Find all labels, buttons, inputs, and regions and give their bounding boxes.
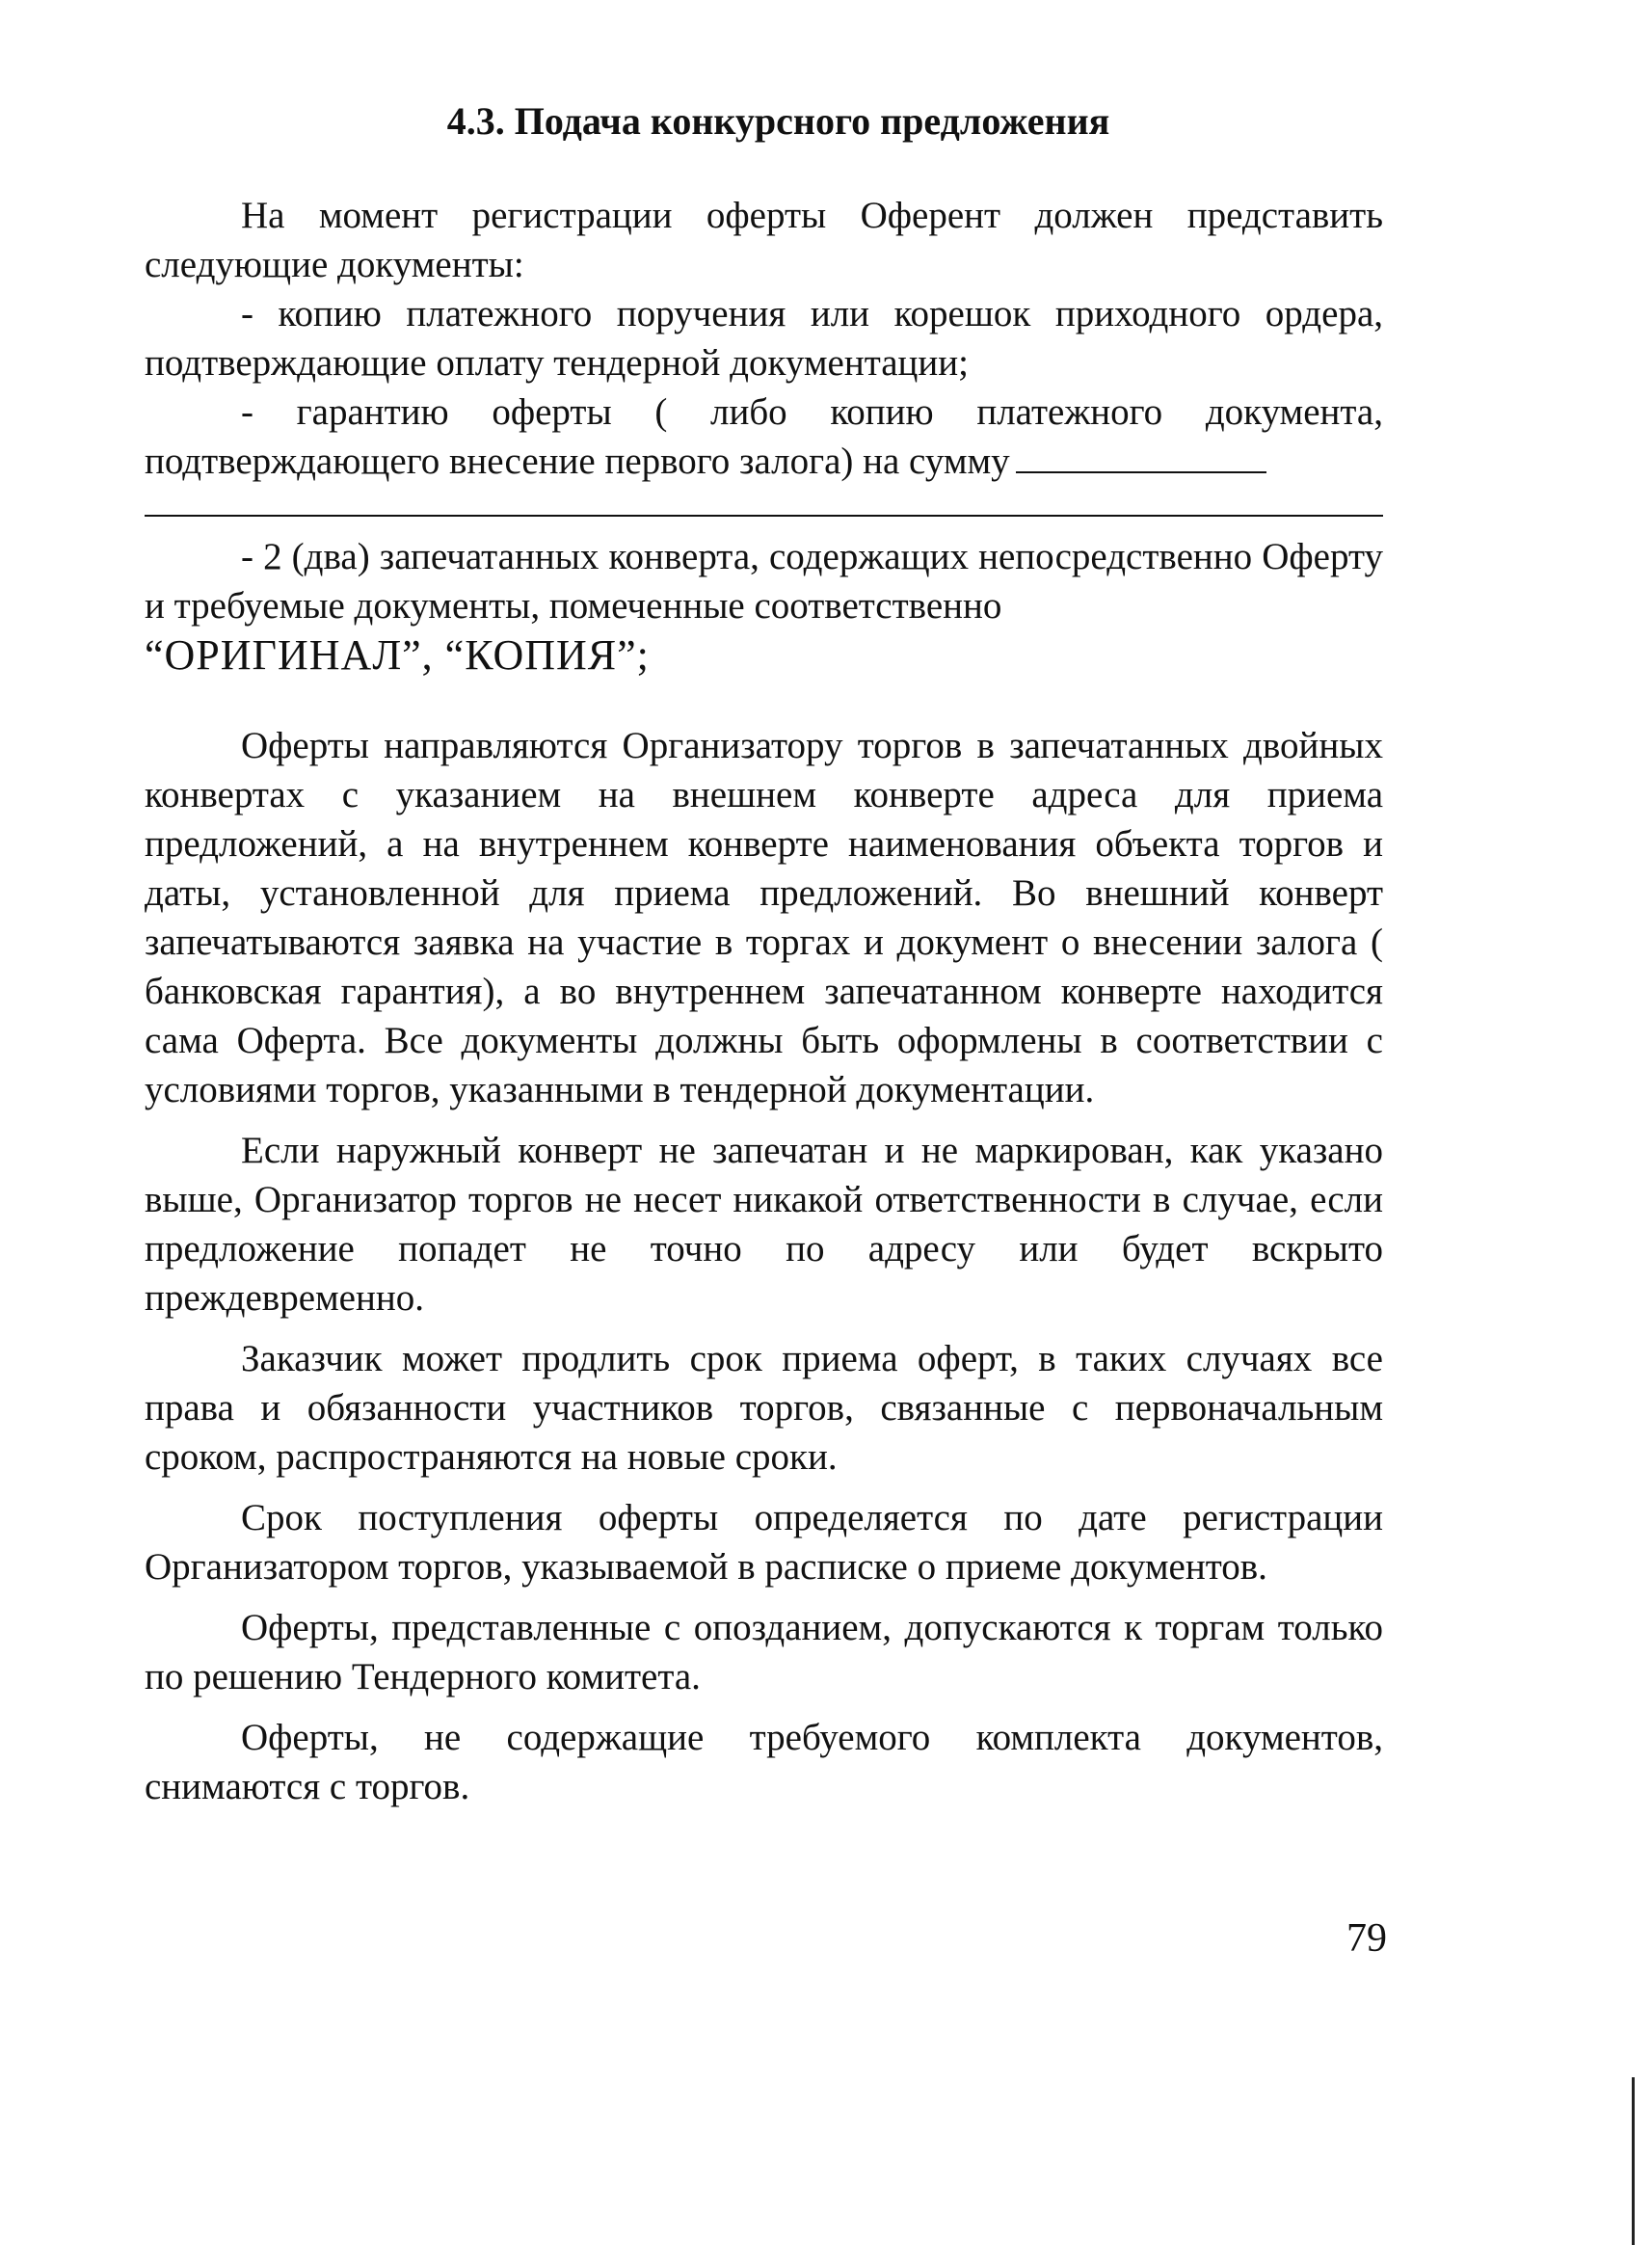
page-number: 79 [1346, 1916, 1387, 1961]
list-item-guarantee-text: - гарантию оферты ( либо копию платежного документа, подтверждающего внесение первого залога) на сумму [145, 391, 1383, 482]
scan-edge-mark [1632, 2077, 1635, 2245]
spacer [145, 681, 1383, 721]
paragraph-extension: Заказчик может продлить срок приема оферт, в таких случаях все права и обязанности участников торгов, связанные с первоначальным сроком, распространяются на новые сроки. [145, 1338, 1383, 1478]
paragraph-liability: Если наружный конверт не запечатан и не маркирован, как указано выше, Организатор торгов не несет никакой ответственности в случае, если предложение попадет не точно по адресу или будет вскрыто преждевременно. [145, 1130, 1383, 1319]
document-page [145, 96, 1383, 1823]
section-heading: 4.3. Подача конкурсного предложения [446, 99, 1110, 143]
list-item-payment-order: - копию платежного поручения или корешок приходного ордера, подтверждающие оплату тендерной документации; [145, 293, 1383, 384]
list-item-envelopes: - 2 (два) запечатанных конверта, содержащих непосредственно Оферту и требуемые документы, помеченные соответственно [145, 536, 1383, 627]
paragraph-late-offers: Оферты, представленные с опозданием, допускаются к торгам только по решению Тендерного комитета. [145, 1607, 1383, 1697]
paragraph-registration: Срок поступления оферты определяется по дате регистрации Организатором торгов, указываемой в расписке о приеме документов. [145, 1497, 1383, 1588]
envelope-labels: “ОРИГИНАЛ”, “КОПИЯ”; [145, 631, 650, 679]
blank-fill-line [145, 515, 1383, 517]
paragraph-submission: Оферты направляются Организатору торгов в запечатанных двойных конвертах с указанием на внешнем конверте адреса для приема предложений, а на внутреннем конверте наименования объекта торгов и даты, установленной для приема предложений. Во внешний конверт запечатываются заявка на участие в торгах и документ о внесении залога ( банковская гарантия), а во внутреннем запечатанном конверте находится сама Оферта. Все документы должны быть оформлены в соответствии с условиями торгов, указанными в тендерной документации. [145, 725, 1383, 1110]
amount-blank-line [1016, 442, 1266, 473]
paragraph-incomplete-offers: Оферты, не содержащие требуемого комплекта документов, снимаются с торгов. [145, 1717, 1383, 1807]
intro-paragraph: На момент регистрации оферты Оферент должен представить следующие документы: [145, 195, 1383, 285]
list-item-guarantee [145, 388, 1383, 486]
